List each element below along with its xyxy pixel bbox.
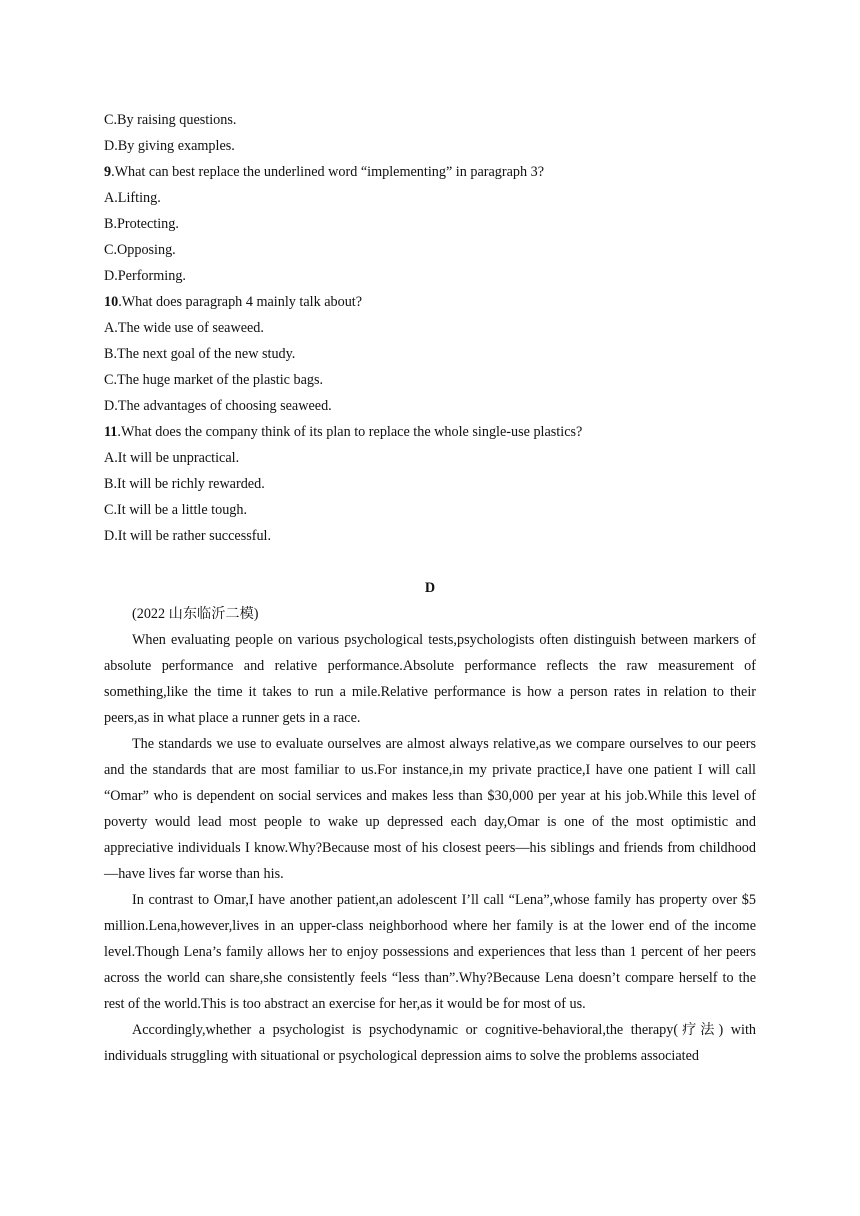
q10-option-a: A.The wide use of seaweed. xyxy=(104,320,264,336)
question-10 xyxy=(104,289,764,315)
question-11 xyxy=(104,419,764,445)
question-9 xyxy=(104,159,764,185)
q11-option-c: C.It will be a little tough. xyxy=(104,502,248,518)
question-9-number: 9 xyxy=(104,164,112,180)
question-10-number: 10 xyxy=(104,294,119,310)
q11-option-b: B.It will be richly rewarded. xyxy=(104,476,265,492)
q11-option-a: A.It will be unpractical. xyxy=(104,450,240,466)
q9-option-a: A.Lifting. xyxy=(104,190,161,206)
section-spacer xyxy=(104,549,764,575)
q9-option-c: C.Opposing. xyxy=(104,242,176,258)
question-11-stem: .What does the company think of its plan to replace the whole single-use plastics? xyxy=(117,424,583,440)
passage-source: (2022 山东临沂二模) xyxy=(132,606,259,622)
q10-option-c: C.The huge market of the plastic bags. xyxy=(104,372,324,388)
q9-option-d: D.Performing. xyxy=(104,268,186,284)
q10-option-b: B.The next goal of the new study. xyxy=(104,346,296,362)
page-content xyxy=(104,107,764,1069)
section-title: D xyxy=(424,580,436,596)
passage-paragraph-1: When evaluating people on various psychological tests,psychologists often distinguish between markers of absolute performance and relative performance.Absolute performance reflects the raw measurement of something,like the time it takes to run a mile.Relative performance is how a person rates in relation to their peers,as in what place a runner gets in a race. xyxy=(104,632,756,726)
question-9-stem: .What can best replace the underlined word “implementing” in paragraph 3? xyxy=(111,164,545,180)
q8-option-c: C.By raising questions. xyxy=(104,112,237,128)
q8-option-d: D.By giving examples. xyxy=(104,138,235,154)
passage-paragraph-2: The standards we use to evaluate ourselves are almost always relative,as we compare ourselves to our peers and the standards that are most familiar to us.For instance,in my private practice,I have one patient I will call “Omar” who is dependent on social services and makes less than $30,000 per year at his job.While this level of poverty would lead most people to wake up depressed each day,Omar is one of the most optimistic and appreciative individuals I know.Why?Because most of his closest peers—his siblings and friends from childhood—have lives far worse than his. xyxy=(104,736,756,882)
passage-paragraph-4: Accordingly,whether a psychologist is psychodynamic or cognitive-behavioral,the therapy(疗法) with individuals struggling with situational or psychological depression aims to solve the problems associated xyxy=(104,1022,756,1064)
question-11-number: 11 xyxy=(104,424,118,440)
q11-option-d: D.It will be rather successful. xyxy=(104,528,272,544)
passage-paragraph-3: In contrast to Omar,I have another patient,an adolescent I’ll call “Lena”,whose family has property over $5 million.Lena,however,lives in an upper-class neighborhood where her family is at the lower end of the income level.Though Lena’s family allows her to enjoy possessions and experiences that less than 1 percent of her peers across the world can share,she consistently feels “less than”.Why?Because Lena doesn’t compare herself to the rest of the world.This is too abstract an exercise for her,as it would be for most of us. xyxy=(104,892,756,1012)
q9-option-b: B.Protecting. xyxy=(104,216,179,232)
q10-option-d: D.The advantages of choosing seaweed. xyxy=(104,398,332,414)
question-10-stem: .What does paragraph 4 mainly talk about? xyxy=(118,294,363,310)
